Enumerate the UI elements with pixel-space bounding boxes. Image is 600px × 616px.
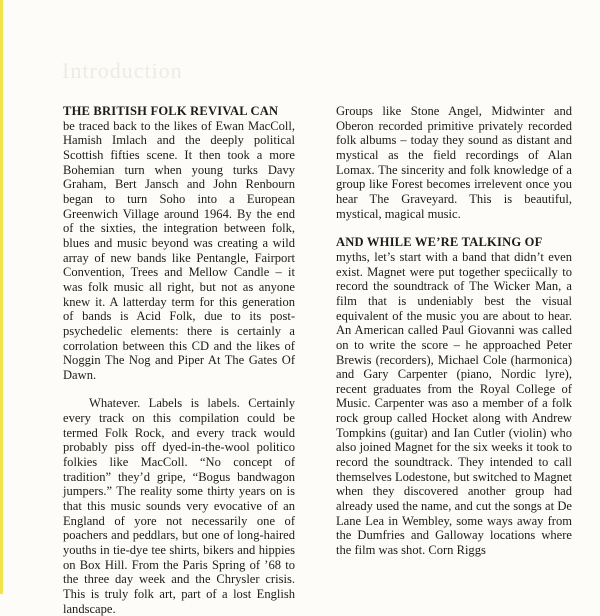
- left-lead-in: THE BRITISH FOLK REVIVAL CAN: [63, 104, 279, 118]
- yellow-page-edge: [0, 0, 3, 594]
- left-paragraph-1: [63, 104, 295, 382]
- faint-heading: Introduction: [62, 58, 183, 83]
- right-column: [336, 104, 572, 558]
- left-paragraph-1-body: be traced back to the likes of Ewan MacColl, Hamish Imlach and the deeply political Scottish fifties scene. It then took a more Bohemian turn when young turks Davy Graham, Bert Jansch and John Renbourn began to turn Soho into a European Greenwich Village around 1964. By the end of the sixties, the integration between folk, blues and music beyond was creating a wild array of new bands like Pentangle, Fairport Convention, Trees and Mellow Candle – it was folk music all right, but not as anyone knew it. A latterday term for this generation of bands is Acid Folk, due to its post-psychedelic elements: there is certainly a corrolation between this CD and the likes of Noggin The Nog and Piper At The Gates Of Dawn.: [63, 118, 295, 382]
- left-paragraph-2: Whatever. Labels is labels. Certainly every track on this compilation could be termed Folk Rock, and every track would probably piss off dyed-in-the-wool politico folkies like MacColl. “No concept of tradition” they’d gripe, “Bogus bandwagon jumpers.” The reality some thirty years on is that this music sounds very evocative of an England of yore not necessarily one of poachers and peddlars, but one of long-haired youths in tie-dye tee shirts, bikers and hippies on Box Hill. From the Paris Spring of ’68 to the three day week and the Chrysler crisis. This is truly folk art, part of a lost English landscape.: [63, 396, 295, 616]
- right-paragraph-1: Groups like Stone Angel, Midwinter and Oberon recorded primitive privately recorded folk albums – today they sound as distant and mystical as the field recordings of Alan Lomax. The sincerity and folk knowledge of a group like Forest becomes irrelevent once you hear The Graveyard. This is beautiful, mystical, magical music.: [336, 104, 572, 221]
- right-paragraph-2: [336, 235, 572, 557]
- right-lead-in: AND WHILE WE’RE TALKING OF: [336, 235, 543, 250]
- right-paragraph-2-body: myths, let’s start with a band that didn’t even exist. Magnet were put together speciically to record the soundtrack of The Wicker Man, a film that is undeniably best the visual equivalent of the music you are about to hear. An American called Paul Giovanni was called on to write the score – he approached Peter Brewis (recorders), Michael Cole (harmonica) and Gary Carpenter (piano, Nordic lyre), recent graduates from the Royal College of Music. Carpenter was aso a member of a folk rock group called Hocket along with Andrew Tompkins (guitar) and Ian Cutler (violin) who also joined Magnet for the six weeks it took to record the soundtrack. They intended to call themselves Lodestone, but switched to Magnet when they discovered another group had already used the name, and cut the songs at De Lane Lea in Wembley, some ways away from the Dumfries and Galloway locations where the film was shot. Corn Riggs: [336, 249, 572, 558]
- left-column: [63, 104, 295, 616]
